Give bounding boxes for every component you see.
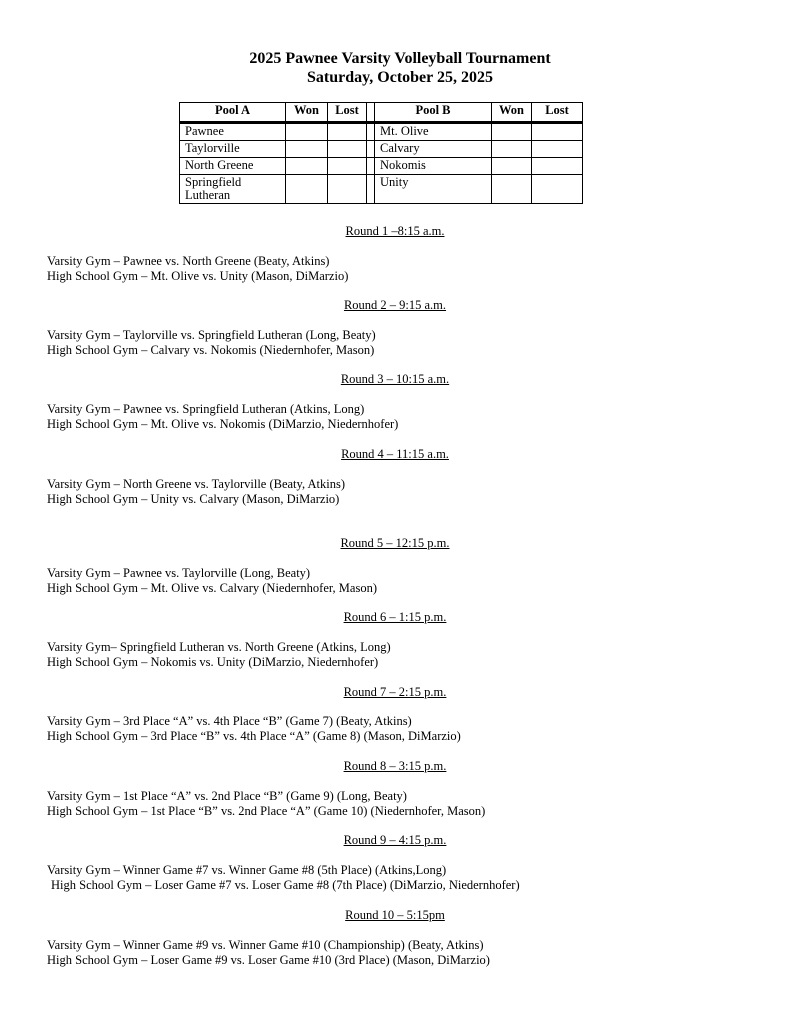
pool-gap: [367, 123, 375, 141]
pool-b-won-header: Won: [492, 103, 532, 123]
varsity-gym-match: Varsity Gym – Pawnee vs. Taylorville (Long, Beaty): [47, 566, 311, 580]
pool-a-lost-cell: [328, 158, 367, 175]
high-school-gym-match: High School Gym – Unity vs. Calvary (Mason, DiMarzio): [47, 492, 340, 506]
pool-a-won-cell: [286, 123, 328, 141]
pool-b-won-cell: [492, 175, 532, 204]
high-school-gym-match: High School Gym – Loser Game #7 vs. Loser Game #8 (7th Place) (DiMarzio, Niedernhofer): [51, 878, 520, 892]
high-school-gym-match: High School Gym – Mt. Olive vs. Calvary (Niedernhofer, Mason): [47, 581, 377, 595]
high-school-gym-match: High School Gym – Mt. Olive vs. Nokomis (DiMarzio, Niedernhofer): [47, 417, 399, 431]
pool-a-team: Pawnee: [180, 123, 286, 141]
high-school-gym-match: High School Gym – Nokomis vs. Unity (DiMarzio, Niedernhofer): [47, 655, 379, 669]
pool-b-team: Nokomis: [375, 158, 492, 175]
varsity-gym-match: Varsity Gym – 3rd Place “A” vs. 4th Place “B” (Game 7) (Beaty, Atkins): [47, 714, 412, 728]
pool-a-won-cell: [286, 175, 328, 204]
varsity-gym-match: Varsity Gym – Winner Game #7 vs. Winner Game #8 (5th Place) (Atkins,Long): [47, 863, 447, 877]
pool-a-lost-header: Lost: [328, 103, 367, 123]
high-school-gym-match: High School Gym – Loser Game #9 vs. Loser Game #10 (3rd Place) (Mason, DiMarzio): [47, 953, 490, 967]
table-row: [180, 123, 583, 141]
pool-a-lost-cell: [328, 123, 367, 141]
pool-b-team: Unity: [375, 175, 492, 204]
pool-header-row: [180, 103, 583, 123]
round-heading: Round 1 –8:15 a.m.: [345, 224, 445, 238]
pool-b-lost-cell: [532, 123, 583, 141]
varsity-gym-match: Varsity Gym– Springfield Lutheran vs. North Greene (Atkins, Long): [47, 640, 391, 654]
pool-b-won-cell: [492, 141, 532, 158]
pool-a-lost-cell: [328, 141, 367, 158]
pool-a-team: North Greene: [180, 158, 286, 175]
pool-b-won-cell: [492, 123, 532, 141]
pool-a-won-cell: [286, 158, 328, 175]
pool-b-lost-cell: [532, 141, 583, 158]
varsity-gym-match: Varsity Gym – Taylorville vs. Springfield Lutheran (Long, Beaty): [47, 328, 376, 342]
pool-a-won-header: Won: [286, 103, 328, 123]
pool-b-team: Calvary: [375, 141, 492, 158]
varsity-gym-match: Varsity Gym – North Greene vs. Taylorville (Beaty, Atkins): [47, 477, 346, 491]
pool-gap: [367, 158, 375, 175]
page-title: 2025 Pawnee Varsity Volleyball Tournament: [249, 50, 551, 67]
pool-b-lost-cell: [532, 158, 583, 175]
page-subtitle: Saturday, October 25, 2025: [307, 69, 493, 86]
pool-a-team: Taylorville: [180, 141, 286, 158]
table-row: [180, 141, 583, 158]
table-row: [180, 175, 583, 204]
pool-b-team: Mt. Olive: [375, 123, 492, 141]
round-heading: Round 7 – 2:15 p.m.: [343, 685, 447, 699]
pool-gap: [367, 103, 375, 123]
round-heading: Round 2 – 9:15 a.m.: [343, 298, 447, 312]
round-heading: Round 6 – 1:15 p.m.: [343, 610, 447, 624]
round-heading: Round 10 – 5:15pm: [345, 908, 445, 922]
pool-a-lost-cell: [328, 175, 367, 204]
varsity-gym-match: Varsity Gym – Pawnee vs. North Greene (Beaty, Atkins): [47, 254, 330, 268]
varsity-gym-match: Varsity Gym – Winner Game #9 vs. Winner Game #10 (Championship) (Beaty, Atkins): [47, 938, 484, 952]
pool-b-lost-header: Lost: [532, 103, 583, 123]
high-school-gym-match: High School Gym – 1st Place “B” vs. 2nd Place “A” (Game 10) (Niedernhofer, Mason): [47, 804, 486, 818]
high-school-gym-match: High School Gym – 3rd Place “B” vs. 4th Place “A” (Game 8) (Mason, DiMarzio): [47, 729, 461, 743]
pool-gap: [367, 141, 375, 158]
round-heading: Round 4 – 11:15 a.m.: [341, 447, 449, 461]
pool-b-header: Pool B: [375, 103, 492, 123]
pool-a-team: Springfield Lutheran: [180, 175, 286, 204]
round-heading: Round 5 – 12:15 p.m.: [340, 536, 450, 550]
pool-standings-table: [179, 102, 583, 204]
pool-b-won-cell: [492, 158, 532, 175]
high-school-gym-match: High School Gym – Mt. Olive vs. Unity (Mason, DiMarzio): [47, 269, 349, 283]
varsity-gym-match: Varsity Gym – Pawnee vs. Springfield Lutheran (Atkins, Long): [47, 402, 365, 416]
pool-a-won-cell: [286, 141, 328, 158]
round-heading: Round 9 – 4:15 p.m.: [343, 833, 447, 847]
table-row: [180, 158, 583, 175]
high-school-gym-match: High School Gym – Calvary vs. Nokomis (Niedernhofer, Mason): [47, 343, 375, 357]
pool-a-header: Pool A: [180, 103, 286, 123]
varsity-gym-match: Varsity Gym – 1st Place “A” vs. 2nd Place “B” (Game 9) (Long, Beaty): [47, 789, 407, 803]
pool-gap: [367, 175, 375, 204]
pool-b-lost-cell: [532, 175, 583, 204]
round-heading: Round 3 – 10:15 a.m.: [340, 372, 450, 386]
round-heading: Round 8 – 3:15 p.m.: [343, 759, 447, 773]
